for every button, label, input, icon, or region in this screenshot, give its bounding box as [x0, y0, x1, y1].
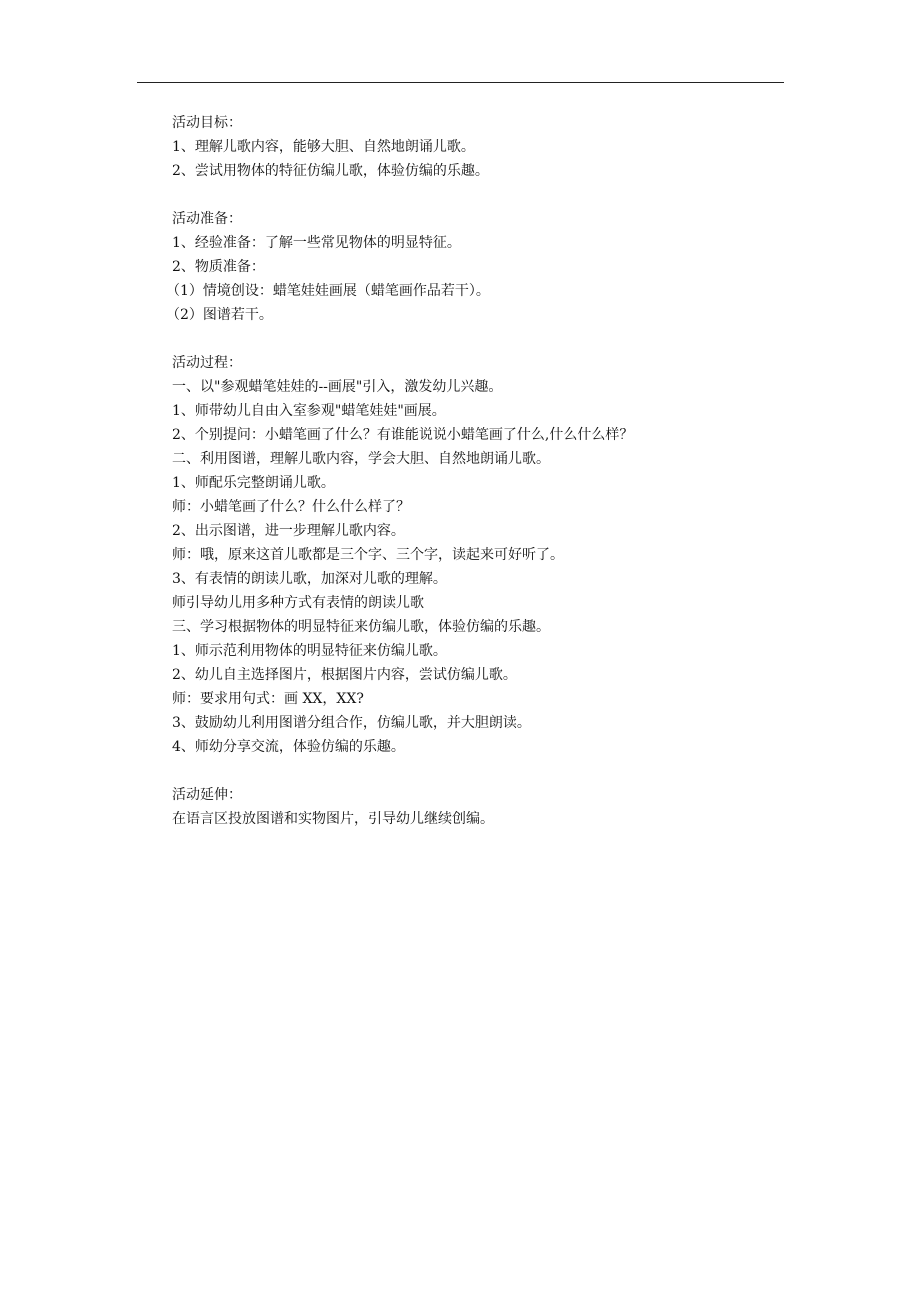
text-line: 1、理解儿歌内容，能够大胆、自然地朗诵儿歌。	[172, 139, 475, 155]
section-heading: 活动准备：	[172, 211, 242, 227]
text-line: 3、有表情的朗读儿歌，加深对儿歌的理解。	[172, 571, 447, 587]
text-line: 1、师配乐完整朗诵儿歌。	[172, 475, 335, 491]
text-line: 1、师示范利用物体的明显特征来仿编儿歌。	[172, 643, 447, 659]
text-line: 1、经验准备：了解一些常见物体的明显特征。	[172, 235, 461, 251]
text-line: 2、尝试用物体的特征仿编儿歌，体验仿编的乐趣。	[172, 163, 489, 179]
text-line: 师引导幼儿用多种方式有表情的朗读儿歌	[172, 595, 424, 611]
text-line: 3、鼓励幼儿利用图谱分组合作，仿编儿歌，并大胆朗读。	[172, 715, 531, 731]
text-line: 2、幼儿自主选择图片，根据图片内容，尝试仿编儿歌。	[172, 667, 517, 683]
text-line: 2、个别提问：小蜡笔画了什么？有谁能说说小蜡笔画了什么,什么什么样？	[172, 427, 634, 443]
text-line: 二、利用图谱，理解儿歌内容，学会大胆、自然地朗诵儿歌。	[172, 451, 550, 467]
text-line: 师：要求用句式：画 XX，XX?	[172, 691, 364, 707]
text-line: 一、以"参观蜡笔娃娃的--画展"引入，激发幼儿兴趣。	[172, 379, 503, 395]
text-line: （1）情境创设：蜡笔娃娃画展（蜡笔画作品若干）。	[166, 283, 490, 299]
text-line: 2、物质准备：	[172, 259, 265, 275]
section-heading: 活动目标：	[172, 115, 242, 131]
section-extension	[172, 783, 772, 831]
header-rule	[137, 82, 784, 83]
section-process	[172, 351, 772, 759]
section-heading: 活动过程：	[172, 355, 242, 371]
text-line: 2、出示图谱，进一步理解儿歌内容。	[172, 523, 405, 539]
text-line: （2）图谱若干。	[166, 307, 273, 323]
section-goals	[172, 111, 772, 183]
text-line: 1、师带幼儿自由入室参观"蜡笔娃娃"画展。	[172, 403, 446, 419]
section-heading: 活动延伸：	[172, 787, 242, 803]
document-body	[166, 111, 772, 855]
text-line: 在语言区投放图谱和实物图片，引导幼儿继续创编。	[172, 811, 494, 827]
text-line: 4、师幼分享交流，体验仿编的乐趣。	[172, 739, 405, 755]
section-preparation	[166, 207, 772, 327]
text-line: 师：哦，原来这首儿歌都是三个字、三个字，读起来可好听了。	[172, 547, 564, 563]
text-line: 三、学习根据物体的明显特征来仿编儿歌，体验仿编的乐趣。	[172, 619, 550, 635]
text-line: 师：小蜡笔画了什么？什么什么样了？	[172, 499, 410, 515]
